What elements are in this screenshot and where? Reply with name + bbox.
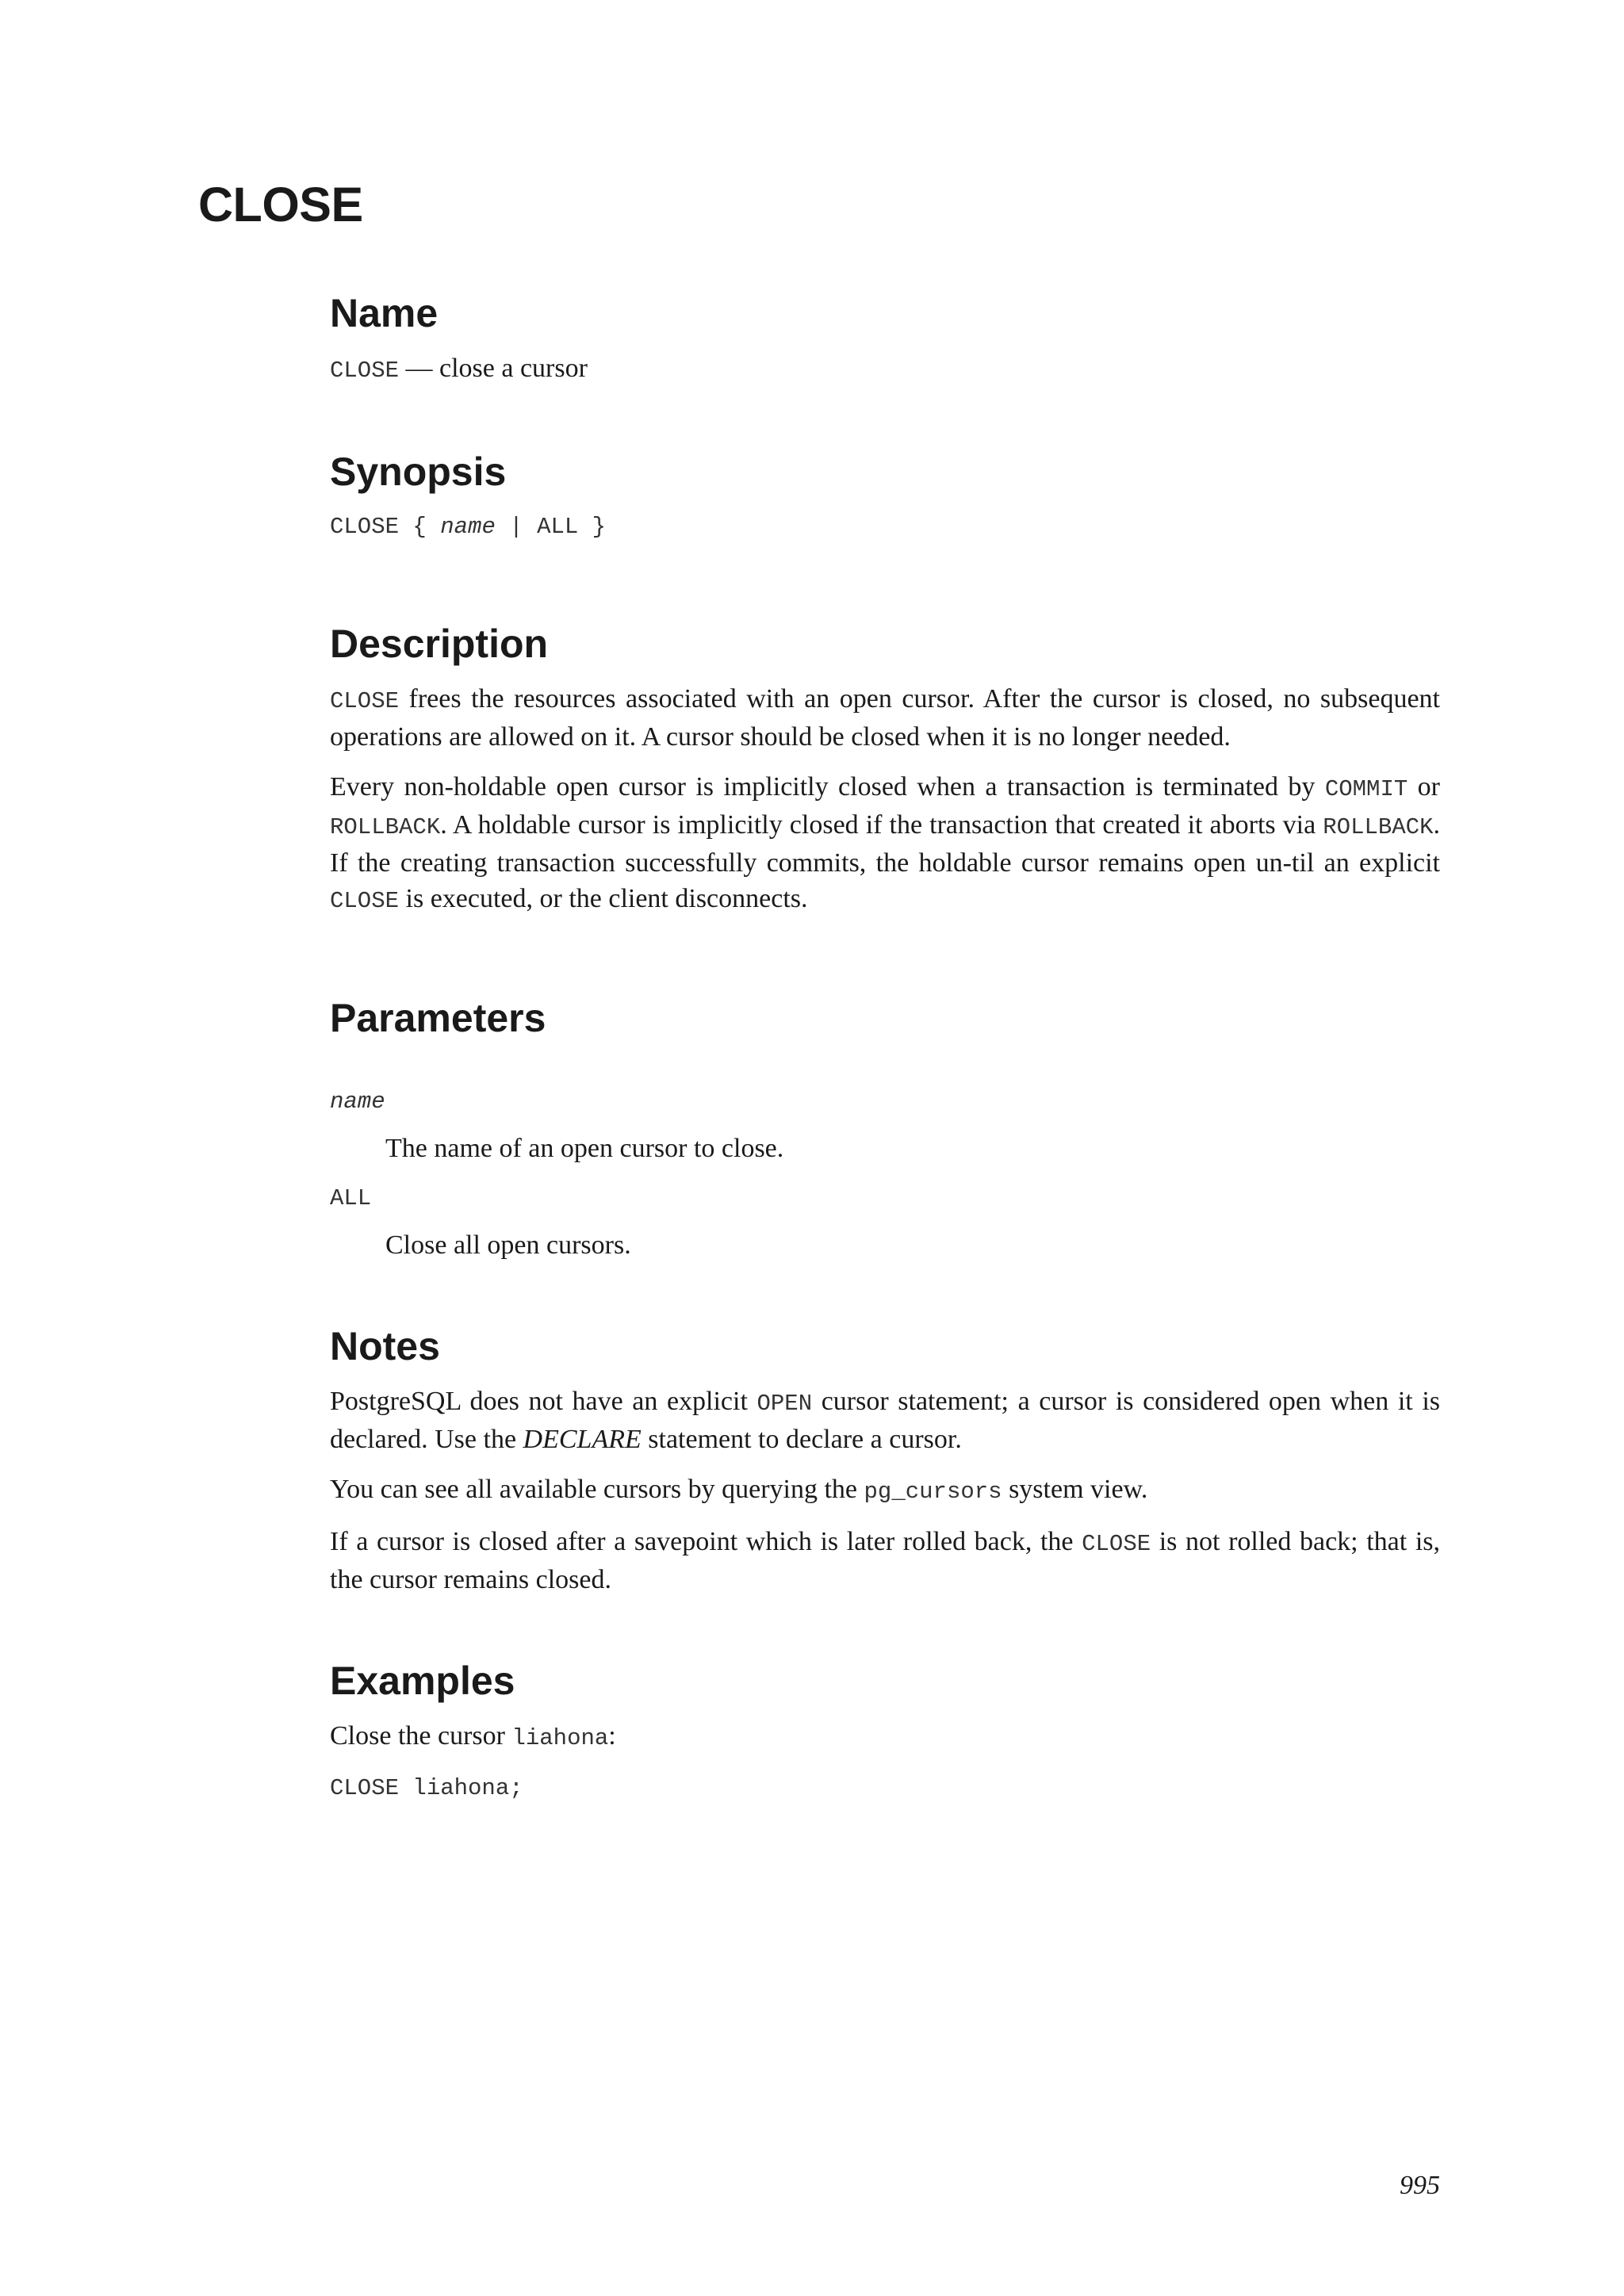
notes-paragraph-3 <box>330 1524 1440 1598</box>
parameters-heading: Parameters <box>330 996 546 1040</box>
page-title: CLOSE <box>198 178 363 232</box>
notes-section <box>330 1326 1440 1598</box>
paragraph-text: or <box>1408 772 1440 802</box>
inline-code: ROLLBACK <box>1323 814 1434 840</box>
synopsis-code <box>330 509 1440 545</box>
inline-code: COMMIT <box>1324 776 1408 802</box>
inline-code: CLOSE <box>330 888 400 914</box>
paragraph-text: : <box>608 1721 616 1751</box>
notes-paragraph-1 <box>330 1383 1440 1457</box>
name-section <box>330 293 1440 388</box>
description-paragraph-1 <box>330 681 1440 755</box>
synopsis-section <box>330 452 1440 545</box>
paragraph-text: frees the resources associated with an open cursor. After the cursor is closed, no subsequent operations are allowed on it. A cursor should be closed when it is no longer needed. <box>330 684 1440 752</box>
description-section <box>330 624 1440 919</box>
parameter-term: ALL <box>330 1185 372 1211</box>
paragraph-text: is executed, or the client disconnects. <box>399 884 808 913</box>
name-separator: — <box>399 354 440 383</box>
paragraph-text: Close the cursor <box>330 1721 512 1751</box>
paragraph-text: . A holdable cursor is implicitly closed if the transaction that created it aborts via <box>440 810 1323 840</box>
inline-code: ROLLBACK <box>330 814 441 840</box>
page-number: 995 <box>1400 2171 1440 2200</box>
paragraph-text: You can see all available cursors by querying the <box>330 1475 864 1504</box>
inline-code: CLOSE <box>1082 1531 1151 1557</box>
paragraph-text: statement to declare a cursor. <box>641 1425 962 1454</box>
description-paragraph-2 <box>330 769 1440 919</box>
synopsis-param: name <box>440 514 496 540</box>
synopsis-suffix: | ALL } <box>495 514 607 540</box>
paragraph-text: PostgreSQL does not have an explicit <box>330 1387 757 1416</box>
examples-section <box>330 1661 1440 1806</box>
example-code: CLOSE liahona; <box>330 1775 523 1801</box>
parameters-section <box>330 998 1440 1263</box>
parameter-definition: Close all open cursors. <box>385 1230 631 1260</box>
paragraph-text: . If the creating transaction successfully commits, the holdable cursor remains open un-til an explicit <box>330 810 1440 878</box>
command-name: CLOSE <box>330 358 400 384</box>
paragraph-text: is not rolled back; that is, the cursor remains closed. <box>330 1527 1440 1594</box>
parameter-term: name <box>330 1089 385 1115</box>
parameter-list <box>330 1084 1440 1263</box>
inline-code: liahona <box>511 1725 609 1751</box>
parameter-definition: The name of an open cursor to close. <box>385 1134 784 1163</box>
paragraph-text: If a cursor is closed after a savepoint which is later rolled back, the <box>330 1527 1082 1556</box>
inline-code: pg_cursors <box>864 1479 1002 1505</box>
notes-paragraph-2 <box>330 1471 1440 1510</box>
examples-heading: Examples <box>330 1659 515 1703</box>
name-summary <box>330 350 1440 388</box>
inline-code: OPEN <box>756 1391 813 1417</box>
paragraph-text: Every non-holdable open cursor is implicitly closed when a transaction is terminated by <box>330 772 1325 802</box>
command-purpose: close a cursor <box>439 354 588 383</box>
refentry-content <box>330 293 1440 1806</box>
name-heading: Name <box>330 291 439 335</box>
notes-heading: Notes <box>330 1324 440 1368</box>
declare-reference[interactable]: DECLARE <box>523 1425 642 1454</box>
description-heading: Description <box>330 622 549 666</box>
synopsis-prefix: CLOSE { <box>330 514 441 540</box>
examples-intro <box>330 1718 1440 1756</box>
inline-code: CLOSE <box>330 688 400 714</box>
synopsis-heading: Synopsis <box>330 450 507 494</box>
paragraph-text: cursor statement; a cursor is considered open when it is declared. Use the <box>330 1387 1440 1454</box>
paragraph-text: system view. <box>1002 1475 1148 1504</box>
